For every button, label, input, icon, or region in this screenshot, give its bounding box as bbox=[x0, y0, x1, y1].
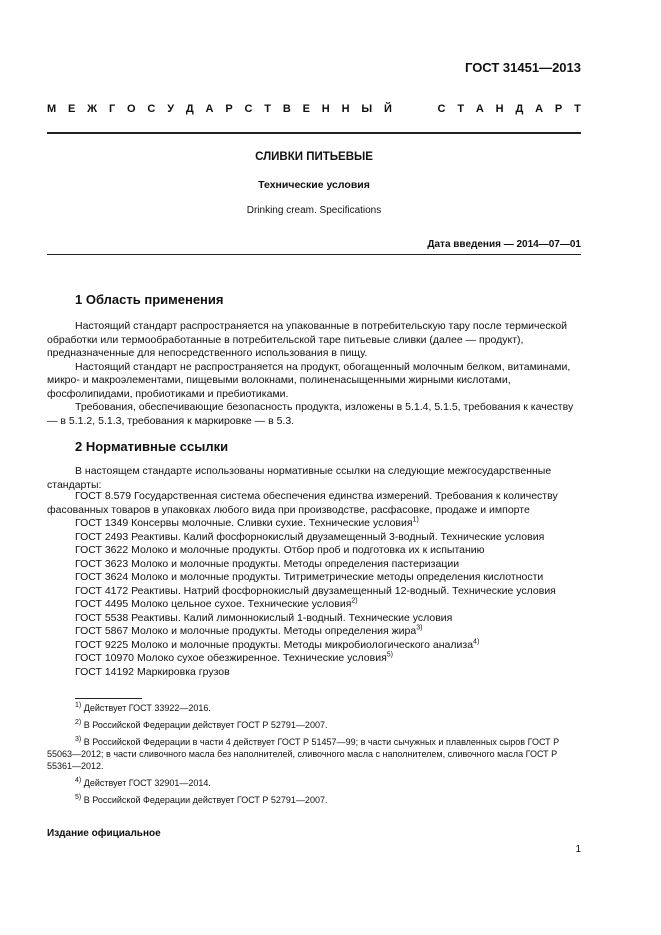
interstate-standard-banner bbox=[47, 103, 581, 115]
banner-letter: Н bbox=[341, 103, 350, 115]
reference-item: ГОСТ 14192 Маркировка грузов bbox=[75, 665, 230, 678]
banner-letter: Р bbox=[554, 103, 563, 115]
banner-letter: Ж bbox=[87, 103, 98, 115]
banner-letter: Т bbox=[457, 103, 465, 115]
reference-item: ГОСТ 3623 Молоко и молочные продукты. Методы определения пастеризации bbox=[75, 557, 460, 570]
footnote: $^{4)}$ Действует ГОСТ 32901—2014. bbox=[75, 777, 211, 788]
banner-letter: С bbox=[437, 103, 446, 115]
footnote: $^{5)}$ В Российской Федерации действует ГОСТ Р 52791—2007. bbox=[75, 794, 328, 805]
banner-letter: Ы bbox=[361, 103, 373, 115]
references-intro bbox=[47, 465, 581, 492]
paragraph: Требования, обеспечивающие безопасность продукта, изложены в 5.1.4, 5.1.5, требования к качеству — в 5.1.2, 5.1.3, требования к маркировке — в 5.3. bbox=[47, 401, 574, 427]
banner-letter: Е bbox=[302, 103, 310, 115]
reference-item: ГОСТ 5867 Молоко и молочные продукты. Методы определения жира$^{3)}$ bbox=[75, 624, 423, 637]
footnote: $^{1)}$ Действует ГОСТ 33922—2016. bbox=[75, 702, 211, 713]
paragraph: Настоящий стандарт распространяется на упакованные в потребительскую тару после термической обработки или термообработанные в потребительской таре питьевые сливки (далее — продукт), предназначенные для непосредственного использования в пищу. bbox=[47, 320, 568, 359]
section-heading-scope: 1 Область применения bbox=[75, 292, 224, 307]
banner-letter: Т bbox=[264, 103, 272, 115]
reference-item: ГОСТ 4172 Реактивы. Натрий фосфорнокислый двузамещенный 12-водный. Технические условия bbox=[75, 584, 556, 597]
banner-letter: А bbox=[205, 103, 214, 115]
banner-letter: Р bbox=[225, 103, 233, 115]
footnote: $^{2)}$ В Российской Федерации действует ГОСТ Р 52791—2007. bbox=[75, 719, 328, 730]
banner-letter: Д bbox=[185, 103, 194, 115]
reference-item: ГОСТ 9225 Молоко и молочные продукты. Методы микробиологического анализа$^{4)}$ bbox=[75, 638, 480, 651]
banner-letter: Й bbox=[383, 103, 392, 115]
reference-item: ГОСТ 1349 Консервы молочные. Сливки сухие. Технические условия$^{1)}$ bbox=[75, 516, 419, 529]
banner-letter: А bbox=[535, 103, 544, 115]
banner-letter: М bbox=[47, 103, 57, 115]
english-title: Drinking cream. Specifications bbox=[246, 205, 382, 216]
reference-item: ГОСТ 3622 Молоко и молочные продукты. Отбор проб и подготовка их к испытанию bbox=[75, 544, 485, 556]
document-subtitle: Технические условия bbox=[258, 179, 370, 191]
banner-letter: А bbox=[475, 103, 484, 115]
banner-letter: Д bbox=[515, 103, 524, 115]
footnote: $^{3)}$ В Российской Федерации в части 4 действует ГОСТ Р 51457—99; в части сычужных и плавленных сыров ГОСТ Р 55063—2012; в части сливочного масла без наполнителей, сливочного масла с наполнителем, сливочного масла ГОСТ Р 55361—2012. bbox=[47, 736, 560, 771]
banner-word-gap bbox=[404, 103, 426, 115]
reference-item: ГОСТ 10970 Молоко сухое обезжиренное. Технические условия$^{5)}$ bbox=[75, 651, 393, 664]
banner-letter: Г bbox=[108, 103, 116, 115]
paragraph: В настоящем стандарте использованы нормативные ссылки на следующие межгосударственные стандарты: bbox=[47, 465, 552, 491]
banner-letter: Т bbox=[574, 103, 581, 115]
references-list bbox=[47, 490, 581, 679]
banner-letter: В bbox=[282, 103, 291, 115]
effective-date: Дата введения — 2014—07—01 bbox=[427, 239, 581, 250]
banner-letter: Н bbox=[321, 103, 330, 115]
section-heading-references: 2 Нормативные ссылки bbox=[75, 439, 229, 454]
gost-number: ГОСТ 31451—2013 bbox=[465, 60, 581, 75]
page-number: 1 bbox=[575, 844, 581, 855]
banner-letter: Н bbox=[495, 103, 504, 115]
edition-label: Издание официальное bbox=[47, 828, 161, 839]
header-divider bbox=[47, 132, 581, 134]
date-divider bbox=[47, 254, 581, 255]
footnote-divider bbox=[75, 698, 142, 699]
reference-item: ГОСТ 2493 Реактивы. Калий фосфорнокислый двузамещенный 3-водный. Технические условия bbox=[75, 530, 545, 543]
reference-item: ГОСТ 4495 Молоко цельное сухое. Технические условия$^{2)}$ bbox=[75, 597, 358, 610]
banner-letter: С bbox=[147, 103, 156, 115]
footnotes bbox=[47, 702, 581, 811]
reference-item: ГОСТ 3624 Молоко и молочные продукты. Титриметрические методы определения кислотности bbox=[75, 571, 544, 583]
banner-letter: С bbox=[244, 103, 253, 115]
banner-letter: У bbox=[167, 103, 175, 115]
reference-item: ГОСТ 8.579 Государственная система обеспечения единства измерений. Требования к количеству фасованных товаров в упаковках любого вида при производстве, расфасовке, продаже и импорте bbox=[47, 490, 558, 516]
reference-item: ГОСТ 5538 Реактивы. Калий лимоннокислый 1-водный. Технические условия bbox=[75, 611, 453, 624]
section-scope-body bbox=[47, 320, 581, 428]
document-title: СЛИВКИ ПИТЬЕВЫЕ bbox=[255, 151, 373, 163]
banner-letter: О bbox=[127, 103, 136, 115]
banner-letter: Е bbox=[68, 103, 76, 115]
paragraph: Настоящий стандарт не распространяется на продукт, обогащенный молочным белком, витаминами, микро- и макроэлементами, пищевыми волокнами, полиненасыщенными жирными кислотами, фосфолипидами, пробиотиками и пребиотиками. bbox=[47, 360, 571, 400]
